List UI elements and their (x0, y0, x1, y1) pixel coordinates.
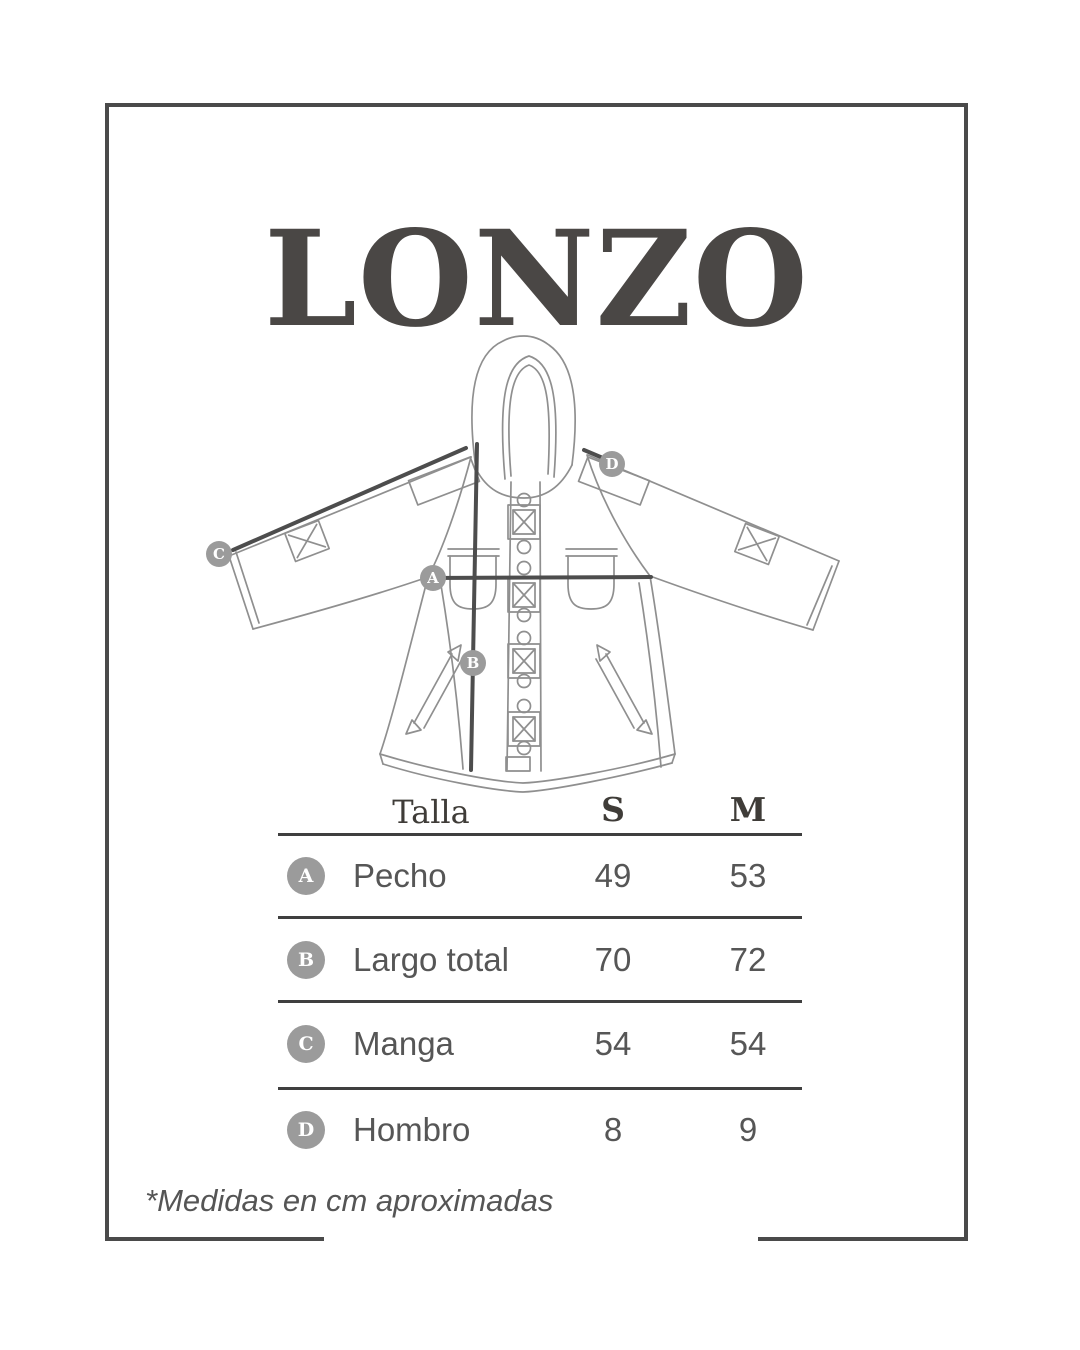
hem-upper (380, 754, 675, 783)
placket-buttons (518, 494, 531, 755)
row-value-s: 54 (594, 1025, 632, 1062)
measure-badge-c (206, 541, 232, 567)
right-panel-seam (639, 583, 661, 767)
row-label: Hombro (353, 1111, 471, 1148)
row-label: Largo total (353, 941, 509, 978)
svg-text:B: B (466, 654, 480, 672)
table-row (278, 834, 802, 918)
right-welt-pocket (596, 645, 652, 734)
left-sleeve-bottom (253, 577, 428, 629)
measure-badge-a (420, 565, 446, 591)
placket-toggles (506, 505, 540, 771)
row-value-m: 54 (729, 1025, 767, 1062)
measurements-note: *Medidas en cm aproximadas (145, 1183, 554, 1218)
table-row (278, 1002, 802, 1086)
row-badge: D (287, 1111, 325, 1149)
svg-text:A: A (427, 569, 439, 587)
row-value-s: 8 (603, 1111, 623, 1148)
row-badge: A (287, 857, 325, 895)
right-body-edge (650, 576, 675, 754)
row-badge: C (287, 1025, 325, 1063)
measure-line-b (471, 444, 477, 770)
size-table (278, 785, 802, 1175)
row-value-m: 72 (729, 941, 767, 978)
measure-line-a (429, 577, 651, 578)
measure-badges (206, 451, 625, 676)
table-row (278, 1088, 802, 1172)
right-sleeve-toggle (735, 524, 779, 565)
row-value-m: 9 (738, 1111, 758, 1148)
right-cuff-outer (813, 561, 839, 630)
row-value-m: 53 (729, 857, 767, 894)
size-table-header-size-m: M (729, 790, 767, 829)
row-value-s: 70 (594, 941, 632, 978)
left-welt-pocket (406, 645, 462, 734)
brand-title: LONZO (264, 202, 809, 357)
row-label: Manga (353, 1025, 454, 1062)
row-value-s: 49 (594, 857, 632, 894)
measure-badge-b (460, 650, 486, 676)
table-row (278, 918, 802, 1002)
svg-text:D: D (605, 455, 619, 473)
left-sleeve-toggle (285, 521, 329, 562)
svg-text:C: C (213, 545, 225, 563)
hood-opening-inner (509, 365, 549, 476)
left-sleeve-top (229, 457, 471, 556)
left-body-edge (380, 577, 428, 754)
row-badge: B (287, 941, 325, 979)
jacket-sketch (229, 336, 839, 792)
measure-badge-d (599, 451, 625, 477)
row-label: Pecho (353, 857, 447, 894)
right-sleeve-bottom (650, 576, 813, 630)
size-table-header-label: Talla (392, 793, 470, 831)
size-table-header-size-s: S (601, 790, 625, 829)
hood-outline (472, 336, 575, 469)
right-cuff-inner (807, 566, 832, 625)
measure-lines (233, 444, 651, 770)
